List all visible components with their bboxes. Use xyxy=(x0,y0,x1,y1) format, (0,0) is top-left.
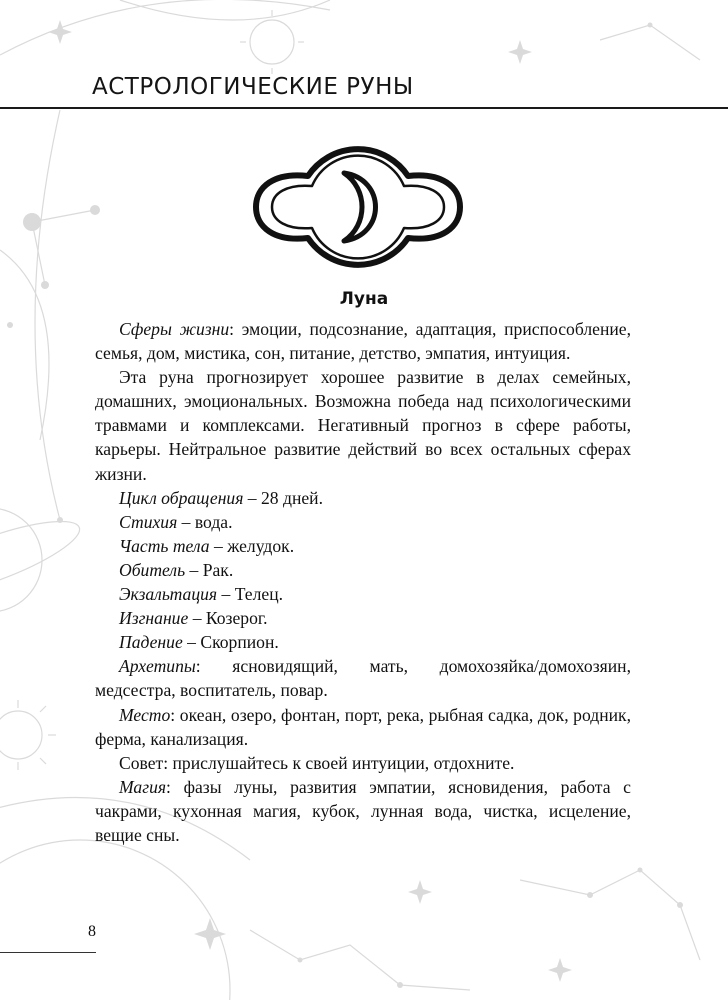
paragraph-archetypes xyxy=(95,654,631,702)
paragraph-element xyxy=(95,510,631,534)
paragraph-text: Эта руна прогнозирует хорошее развитие в делах семейных, домашних, эмоциональных. Возможна победа над психологическими травмами и комплексами. Негативный прогноз в сфере работы, карьеры. Нейтральное развитие действий во всех остальных сферах жизни. xyxy=(95,367,631,484)
paragraph-text: Козерог. xyxy=(205,608,268,629)
planet-ring-icon xyxy=(0,840,230,1000)
term: Магия xyxy=(119,776,167,797)
paragraph-cycle xyxy=(95,486,631,510)
separator: – xyxy=(188,608,206,629)
page-number: 8 xyxy=(88,923,96,940)
rune-name: Луна xyxy=(339,289,389,309)
term: Обитель xyxy=(119,559,186,580)
paragraph-spheres xyxy=(95,317,631,365)
paragraph-text: Совет: прислушайтесь к своей интуиции, отдохните. xyxy=(119,752,515,773)
paragraph-text: ясновидящий, мать, домохозяйка/домохозяин, медсестра, воспитатель, повар. xyxy=(95,656,631,701)
paragraph-text: эмоции, подсознание, адаптация, приспособление, семья, дом, мистика, сон, питание, детство, эмпатия, интуиция. xyxy=(95,319,631,364)
paragraph-place xyxy=(95,703,631,751)
paragraph-text: 28 дней. xyxy=(261,487,323,508)
star-icon xyxy=(194,918,226,950)
star-icon xyxy=(508,40,532,64)
separator: : xyxy=(170,704,180,725)
term: Изгнание xyxy=(119,608,189,629)
term: Сферы жизни xyxy=(119,319,230,339)
separator: : xyxy=(166,776,184,797)
paragraph-domicile xyxy=(95,558,631,582)
term: Место xyxy=(119,704,171,725)
paragraph-text: Телец. xyxy=(234,584,284,605)
term: Падение xyxy=(119,632,183,653)
star-icon xyxy=(48,20,72,44)
paragraph-advice xyxy=(95,751,631,775)
paragraph-exaltation xyxy=(95,582,631,606)
header-divider xyxy=(0,107,728,109)
separator: – xyxy=(185,559,203,580)
paragraph-body-part xyxy=(95,534,631,558)
paragraph-text: фазы луны, развития эмпатии, ясновидения, работа с чакрами, кухонная магия, кубок, лунная вода, чистка, исцеление, вещие сны. xyxy=(95,776,631,845)
separator: – xyxy=(177,511,195,532)
paragraph-text: океан, озеро, фонтан, порт, река, рыбная садка, док, родник, ферма, канализация. xyxy=(95,704,631,749)
term: Архетипы xyxy=(119,656,196,677)
crescent-moon-rune-icon xyxy=(246,139,470,275)
term: Цикл обращения xyxy=(119,487,244,508)
paragraph-text: Скорпион. xyxy=(200,632,279,653)
paragraph-text: Рак. xyxy=(202,559,234,580)
separator: : xyxy=(195,656,233,677)
term: Экзальтация xyxy=(119,584,218,605)
footer-divider xyxy=(0,952,96,953)
term: Часть тела xyxy=(119,535,210,556)
page-header-title: АСТРОЛОГИЧЕСКИЕ РУНЫ xyxy=(92,74,414,100)
paragraph-text: вода. xyxy=(194,511,233,532)
paragraph-fall xyxy=(95,630,631,654)
paragraph-magic xyxy=(95,775,631,847)
paragraph-exile xyxy=(95,606,631,630)
star-icon xyxy=(548,958,572,982)
separator: – xyxy=(182,632,201,653)
planet-ring-icon xyxy=(0,508,42,612)
separator: : xyxy=(229,319,242,339)
sun-icon xyxy=(0,711,42,759)
separator: – xyxy=(209,535,228,556)
separator: – xyxy=(217,584,235,605)
sun-icon xyxy=(250,20,294,64)
separator: – xyxy=(243,487,261,508)
paragraph-forecast xyxy=(95,365,631,485)
orbit-icon xyxy=(0,0,330,55)
star-icon xyxy=(408,880,432,904)
paragraph-text: желудок. xyxy=(227,535,295,556)
rune-description xyxy=(95,317,631,847)
term: Стихия xyxy=(119,511,178,532)
constellation-icon xyxy=(520,870,700,960)
